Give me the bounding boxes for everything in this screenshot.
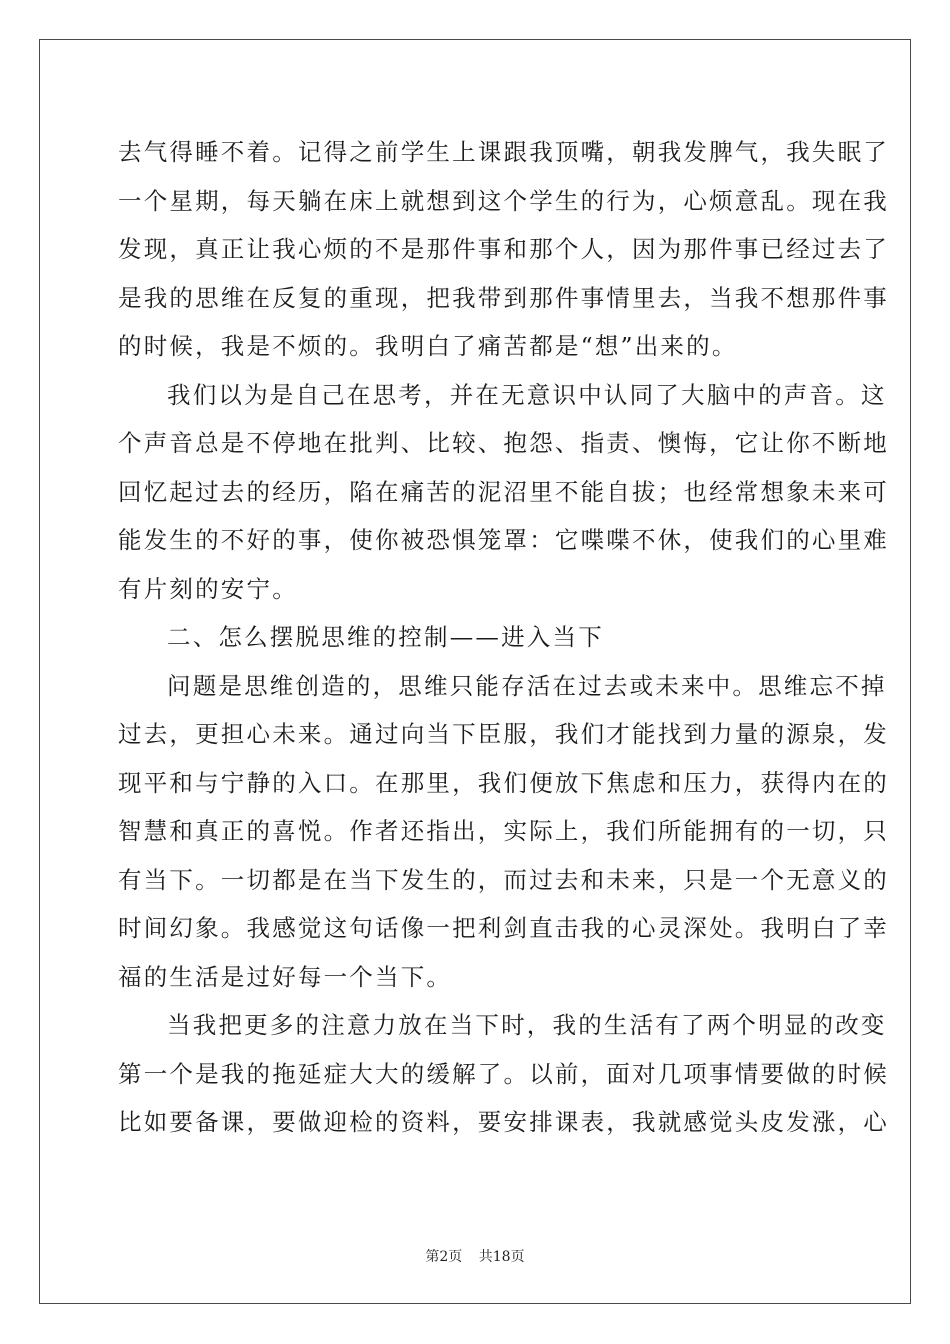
text-line: 福的生活是过好每一个当下。 (118, 962, 453, 991)
text-line: 我们以为是自己在思考，并在无意识中认同了大脑中的声音。这 (167, 380, 887, 409)
text-line: 回忆起过去的经历，陷在痛苦的泥沼里不能自拔；也经常想象未来可 (118, 477, 889, 506)
text-line: 过去，更担心未来。通过向当下臣服，我们才能找到力量的源泉，发 (118, 720, 889, 748)
text-line: 当我把更多的注意力放在当下时，我的生活有了两个明显的改变 (167, 1011, 887, 1039)
text-line: 智慧和真正的喜悦。作者还指出，实际上，我们所能拥有的一切，只 (118, 817, 889, 845)
page-total: 共18页 (478, 1249, 525, 1265)
text-line: 的时候，我是不烦的。我明白了痛苦都是“想”出来的。 (118, 332, 738, 360)
page-number: 第2页 (425, 1249, 463, 1265)
document-body (118, 128, 889, 1147)
text-line: 现平和与宁静的入口。在那里，我们便放下焦虑和压力，获得内在的 (118, 768, 889, 797)
text-line: 第一个是我的拖延症大大的缓解了。以前，面对几项事情要做的时候 (118, 1059, 889, 1088)
text-line: 有当下。一切都是在当下发生的，而过去和未来，只是一个无意义的 (118, 865, 889, 894)
text-line: 个声音总是不停地在批判、比较、抱怨、指责、懊悔，它让你不断地 (118, 429, 889, 457)
text-line: 是我的思维在反复的重现，把我带到那件事情里去，当我不想那件事 (118, 283, 889, 312)
text-line: 有片刻的安宁。 (118, 574, 298, 603)
page-footer (0, 1246, 950, 1266)
text-line: 问题是思维创造的，思维只能存活在过去或未来中。思维忘不掉 (167, 671, 887, 700)
text-line: 能发生的不好的事，使你被恐惧笼罩：它喋喋不休，使我们的心里难 (118, 526, 889, 554)
text-line: 去气得睡不着。记得之前学生上课跟我顶嘴，朝我发脾气，我失眠了 (118, 138, 889, 166)
text-line: 发现，真正让我心烦的不是那件事和那个人，因为那件事已经过去了 (118, 235, 889, 263)
text-line: 时间幻象。我感觉这句话像一把利剑直击我的心灵深处。我明白了幸 (118, 914, 889, 942)
text-line: 二、怎么摆脱思维的控制——进入当下 (167, 623, 604, 651)
text-line: 一个星期，每天躺在床上就想到这个学生的行为，心烦意乱。现在我 (118, 186, 889, 215)
text-line: 比如要备课，要做迎检的资料，要安排课表，我就感觉头皮发涨，心 (118, 1108, 889, 1136)
